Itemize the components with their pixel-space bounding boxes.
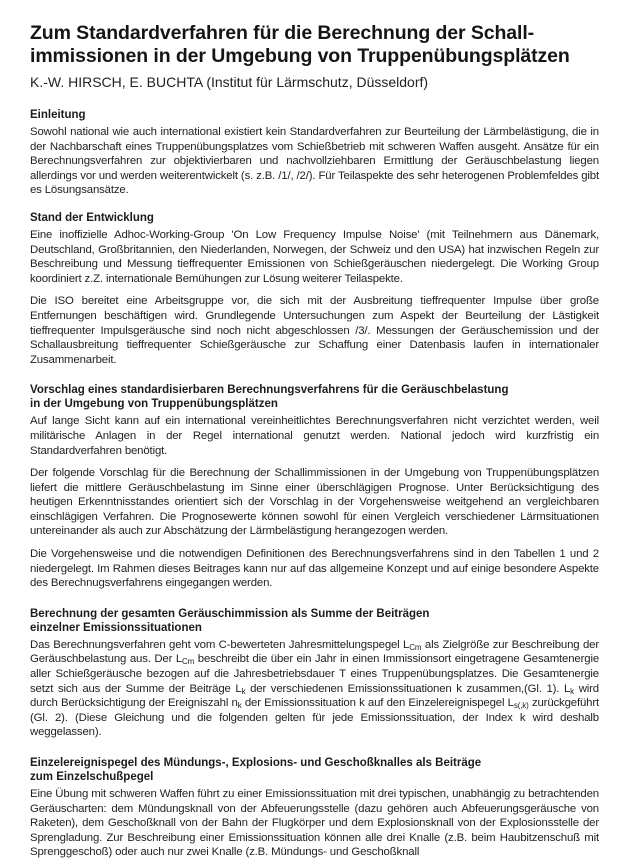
paper-title bbox=[30, 22, 599, 68]
paper-page bbox=[30, 22, 599, 860]
subscript: k bbox=[570, 686, 575, 696]
section-heading: Einleitung bbox=[30, 109, 86, 121]
paragraph: Eine inoffizielle Adhoc-Working-Group 'On Low Frequency Impulse Noise' (mit Teilnehmern aus Dänemark, Deutschland, Großbritannien, den Niederlanden, Norwegen, der Schweiz und den USA) hat inzwischen Regeln zur Beschreibung und Messung tieffrequenter Emissionen von Schießgeräuschen niedergelegt. Die Working Group koordiniert z.Z. internationale Bemühungen zur Lösung weiterer Teilaspekte. bbox=[30, 228, 599, 285]
paragraph: Sowohl national wie auch international existiert kein Standardverfahren zur Beurteilung der Lärmbelästigung, die in der Nachbarschaft eines Truppenübungsplatzes vom Schießbetrieb mit schweren Waffen ausgeht. Ansätze für ein Berechnungsverfahren zur objektivierbaren und nachvollziehbaren Ermittlung der Geräuschbelastung liegen allerdings vor und werden weiterentwickelt (s. z.B. /1/, /2/). Für Teilaspekte des sehr heterogenen Problemfeldes gibt es Lösungsansätze. bbox=[30, 126, 599, 197]
heading-line-2: zum Einzelschußpegel bbox=[30, 771, 154, 783]
author-line: K.-W. HIRSCH, E. BUCHTA (Institut für Lärmschutz, Düsseldorf) bbox=[30, 74, 429, 90]
text-run: der Emissionssituation k auf den Einzelereignispegel L bbox=[241, 697, 514, 710]
heading-line-1: Vorschlag eines standardisierbaren Berechnungsverfahrens für die Geräuschbelastung bbox=[30, 384, 509, 397]
paragraph bbox=[30, 638, 599, 740]
subscript: Cm bbox=[182, 657, 195, 667]
heading-line-1: Einzelereignispegel des Mündungs-, Explosions- und Geschoßknalles als Beiträge bbox=[30, 757, 482, 769]
title-line-1: Zum Standardverfahren für die Berechnung der Schall- bbox=[30, 22, 535, 44]
section-vorschlag bbox=[30, 383, 599, 591]
text-run: der verschiedenen Emissionssituationen k zusammen,(Gl. 1). L bbox=[245, 682, 571, 695]
title-line-2: immissionen in der Umgebung von Truppenübungsplätzen bbox=[30, 45, 570, 67]
subscript: s(,k) bbox=[513, 701, 529, 711]
paragraph: Die ISO bereitet eine Arbeitsgruppe vor, die sich mit der Ausbreitung tieffrequenter Impulse über große Entfernungen beschäftigen wird. Grundlegende Untersuchungen zum Aspekt der Beurteilung der Lästigkeit tieffrequenter Impulsgeräusche sind noch nicht abgeschlossen /3/. Messungen der Geräuschemission und der Schallausbreitung tieffrequenter Schießgeräusche zur Schaffung einer Datenbasis laufen in internationaler Zusammenarbeit. bbox=[30, 295, 599, 366]
subscript: k bbox=[241, 686, 246, 696]
paragraph: Der folgende Vorschlag für die Berechnung der Schallimmissionen in der Umgebung von Truppenübungsplätzen liefert die mittlere Geräuschbelastung im Sinne einer überschlägigen Prognose. Unter Berücksichtigung des heutigen Erkenntnisstandes orientiert sich der Vorschlag in der Vorgehensweise weitgehend an vergleichbaren einschlägigen Verfahren. Die Prognosewerte können sowohl für einen Vergleich verschiedener Lärmsituationen untereinander als auch zur Abschätzung der Lärmbelästigung herangezogen werden. bbox=[30, 467, 599, 538]
text-run: beschreibt die über ein Jahr in einen Immissionsort eingetragene Gesamtenergie aller Schießgeräusche bezogen auf die Jahresbetriebsdauer T eines Truppenübungsplatzes. Die Gesamtenergie setzt sich aus der Summe der Beiträge L bbox=[30, 653, 600, 695]
section-einzelereignispegel bbox=[30, 756, 599, 860]
text-run: wird durch Berücksichtigung der Ereigniszahl n bbox=[30, 682, 599, 710]
heading-line-2: in der Umgebung von Truppenübungsplätzen bbox=[30, 398, 278, 411]
heading-line-2: einzelner Emissionssituationen bbox=[30, 621, 202, 634]
text-run: Das Berechnungsverfahren geht vom C-bewerteten Jahresmittelungspegel L bbox=[30, 638, 410, 651]
section-stand-der-entwicklung bbox=[30, 211, 599, 367]
section-heading bbox=[30, 756, 599, 784]
section-heading bbox=[30, 383, 599, 411]
heading-line-1: Berechnung der gesamten Geräuschimmission als Summe der Beiträgen bbox=[30, 607, 430, 620]
section-berechnung bbox=[30, 607, 599, 740]
section-heading: Stand der Entwicklung bbox=[30, 211, 154, 224]
section-einleitung bbox=[30, 108, 599, 198]
subscript: k bbox=[237, 701, 242, 711]
text-run: zurückgeführt (Gl. 2). (Diese Gleichung und die folgenden gelten für jede Emissionssituation, der Index k wird deshalb weggelassen). bbox=[30, 697, 600, 739]
paragraph: Die Vorgehensweise und die notwendigen Definitionen des Berechnungsverfahrens sind in den Tabellen 1 und 2 niedergelegt. Im Rahmen dieses Beitrages kann nur auf das allgemeine Konzept und auf einige besondere Aspekte des Berechnugsverfahrens eingegangen werden. bbox=[30, 548, 599, 590]
subscript: Cm bbox=[409, 642, 422, 652]
text-run: als Zielgröße zur Beschreibung der Geräuschbelastung aus. Der L bbox=[30, 638, 599, 666]
paragraph: Auf lange Sicht kann auf ein international vereinheitlichtes Berechnungsverfahren nicht verzichtet werden, weil militärische Anlagen in der Regel international genutzt werden. National jedoch wird kurzfristig ein Standardverfahren benötigt. bbox=[30, 415, 599, 457]
paragraph: Eine Übung mit schweren Waffen führt zu einer Emissionssituation mit drei typischen, unabhängig zu betrachtenden Geräuscharten: dem Mündungsknall von der Abfeuerungsstelle (dazu gehören auch Abfeuerungsgeräusche von Raketen), dem Geschoßknall von der Bahn der Flugkörper und dem Explosionsknall von der Explosionsstelle der Sprengladung. Zur Beschreibung einer Emissionssituation können alle drei Knalle (z.B. beim Haubitzenschuß mit Sprenggeschoß) oder auch nur zwei Knalle (z.B. Mündungs- und Geschoßknall bbox=[30, 788, 599, 859]
section-heading bbox=[30, 607, 599, 635]
